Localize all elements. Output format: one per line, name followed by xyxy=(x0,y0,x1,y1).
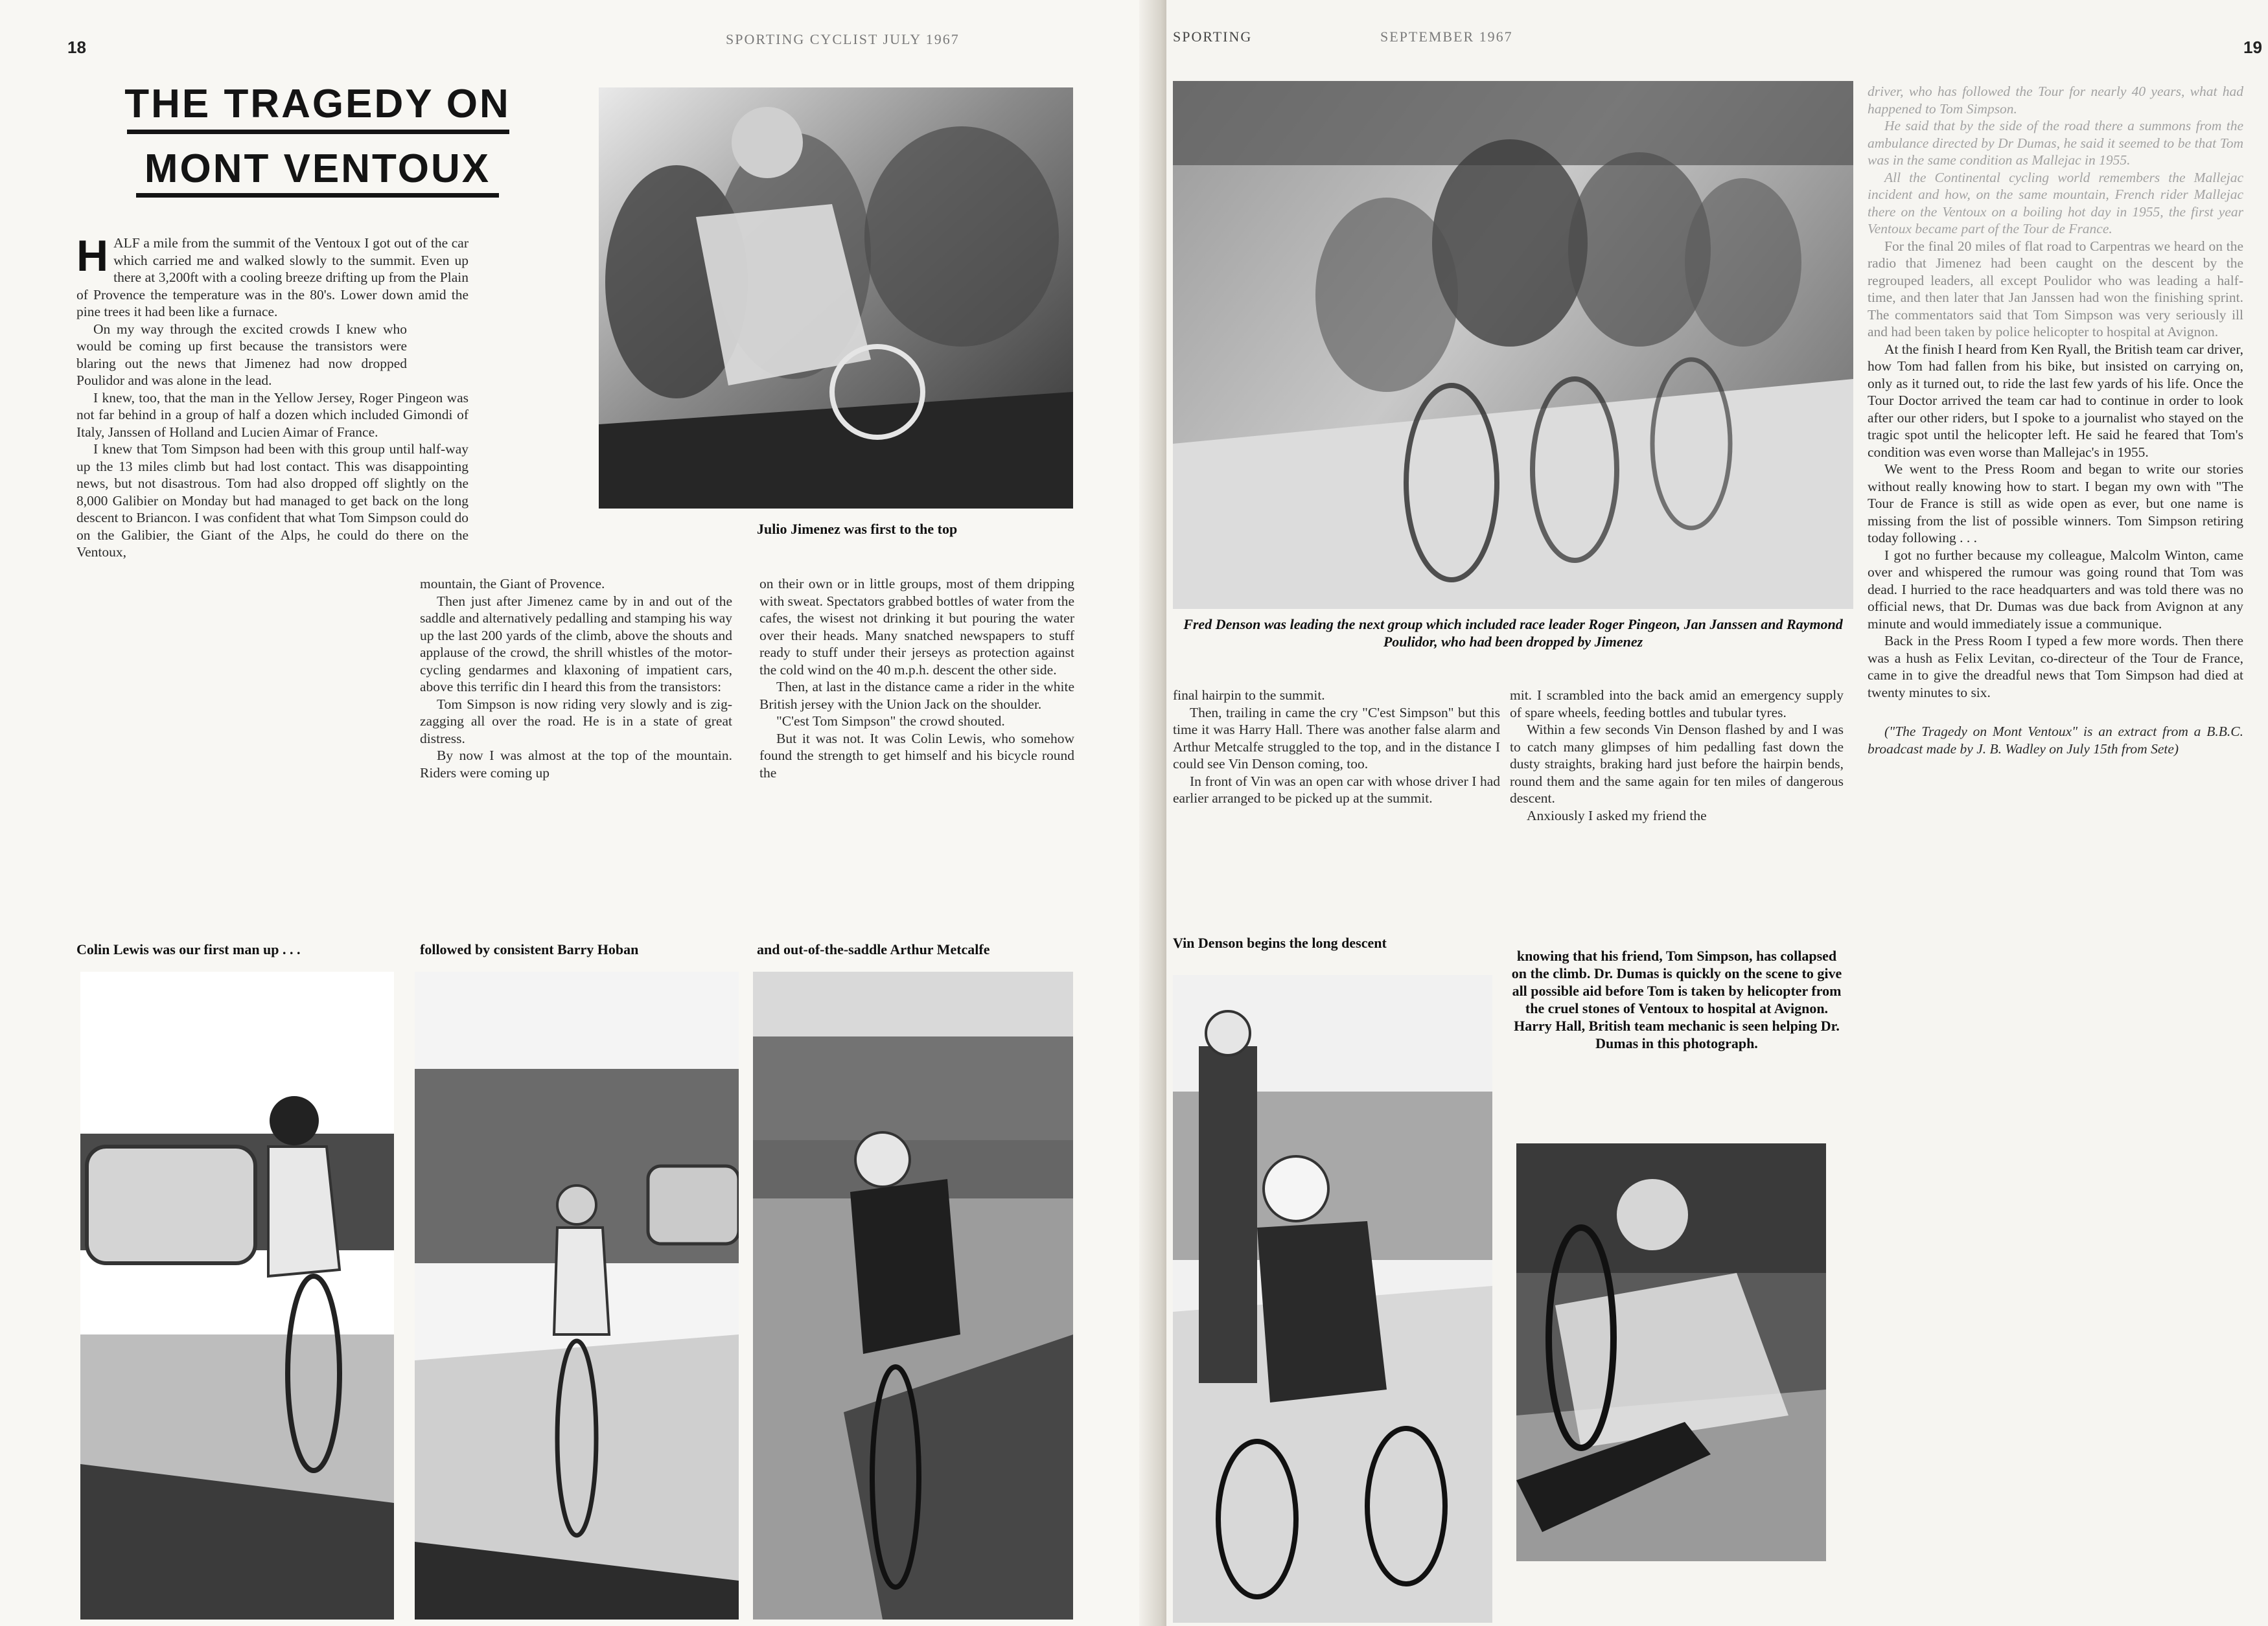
right-page-number: 19 xyxy=(2243,38,2262,57)
article-column-6 xyxy=(1868,83,2243,1553)
article-column-1 xyxy=(76,235,469,934)
paragraph: In front of Vin was an open car with whose driver I had earlier arranged to be picked up at the summit. xyxy=(1173,773,1500,806)
paragraph: I knew that Tom Simpson had been with this group until half-way up the 13 miles climb but had lost contact. This was disappointing news, but not disastrous. Tom had also dropped off slightly on the 8,000 Galibier on Monday but had managed to get back on the long descent to Briancon. I was confident that what Tom Simpson could do on the Galibier, the Giant of the Alps, he could do there on the Ventoux, xyxy=(76,441,469,560)
drop-cap: H xyxy=(76,235,109,281)
headline-rule-lower xyxy=(136,193,499,198)
paragraph: ALF a mile from the summit of the Ventoux I got out of the car which carried me and walked slowly to the summit. Even up there at 3,200ft with a cooling breeze drifting up from the Plain of Provence the temperature was in the 80's. Lower down amid the pine trees it had been like a furnace. xyxy=(76,235,469,319)
rider-climbing-photo-image xyxy=(415,972,739,1620)
paragraph: mit. I scrambled into the back amid an emergency supply of spare wheels, feeding bottles and tubular tyres. xyxy=(1510,687,1844,720)
broadcast-note: ("The Tragedy on Mont Ventoux" is an extract from a B.B.C. broadcast made by J. B. Wadley on July 15th from Sete) xyxy=(1868,724,2243,757)
paragraph: Then, at last in the distance came a rider in the white British jersey with the Union Jack on the shoulder. xyxy=(759,679,1074,712)
caption-pack: Fred Denson was leading the next group which included race leader Roger Pingeon, Jan Janssen and Raymond Poulidor, who had been dropped by Jimenez xyxy=(1183,616,1843,650)
rider-descending-photo-image xyxy=(1173,975,1492,1623)
paragraph: But it was not. It was Colin Lewis, who somehow found the strength to get himself and his bicycle round the xyxy=(759,730,1074,781)
right-running-head-b: SEPTEMBER 1967 xyxy=(1380,29,1513,45)
cyclist-climbing-crowd-photo-image xyxy=(599,87,1073,509)
paragraph: Then, trailing in came the cry "C'est Simpson" but this time it was Harry Hall. There was another false alarm and Arthur Metcalfe struggled to the top, and in the distance I could see Vin Denson coming, too. xyxy=(1173,704,1500,772)
headline xyxy=(123,79,512,194)
jimenez-photo xyxy=(599,87,1073,509)
paragraph: He said that by the side of the road there a summons from the ambulance directed by Dr Dumas, he said it seemed to be that Tom was in the same condition as Mallejac in 1955. xyxy=(1868,118,2243,168)
paragraph: I knew, too, that the man in the Yellow Jersey, Roger Pingeon was not far behind in a group of half a dozen which included Gimondi of Italy, Janssen of Holland and Lucien Aimar of France. xyxy=(76,389,469,440)
paragraph: Anxiously I asked my friend the xyxy=(1527,807,1707,823)
article-column-2 xyxy=(420,575,732,934)
paragraph: "C'est Tom Simpson" the crowd shouted. xyxy=(776,713,1005,729)
right-running-head-a: SPORTING xyxy=(1173,29,1253,45)
paragraph: For the final 20 miles of flat road to Carpentras we heard on the radio that Jimenez had been caught on the descent by the regrouped leaders, all except Poulidor who was leading a half-time, and then later that Jan Janssen had won the finishing sprint. The commentators said that Tom Simpson was very seriously ill and had been taken by police helicopter to hospital at Avignon. xyxy=(1868,238,2243,339)
denson-photo xyxy=(1173,975,1492,1623)
paragraph: mountain, the Giant of Provence. xyxy=(420,576,605,591)
rider-with-car-photo-image xyxy=(80,972,394,1620)
rider-out-of-saddle-photo-image xyxy=(753,972,1073,1620)
paragraph: Back in the Press Room I typed a few more words. Then there was a hush as Felix Levitan, co-directeur of the Tour de France, came in to give the dreadful news that Tom Simpson had died at twenty minutes to six. xyxy=(1868,633,2243,700)
caption-hoban: followed by consistent Barry Hoban xyxy=(420,941,639,957)
caption-dumas: knowing that his friend, Tom Simpson, has collapsed on the climb. Dr. Dumas is quickly on the scene to give all possible aid before Tom is taken by helicopter from the cruel stones of Ventoux to hospital at Avignon. Harry Hall, British team mechanic is seen helping Dr. Dumas in this photograph. xyxy=(1511,948,1842,1051)
paragraph: on their own or in little groups, most of them dripping with sweat. Spectators grabbed bottles of water from the cafes, the wisest not drinking it but pouring the water over their heads. Many snatched newspapers to stuff ready to stuff under their jerseys as protection against the cold wind on the 40 m.p.h. descent the other side. xyxy=(759,576,1074,678)
headline-rule-upper xyxy=(127,130,509,134)
caption-jimenez: Julio Jimenez was first to the top xyxy=(757,521,958,537)
caption-lewis: Colin Lewis was our first man up . . . xyxy=(76,941,301,957)
headline-line-2: MONT VENTOUX xyxy=(144,146,491,191)
article-column-4 xyxy=(1173,687,1500,933)
left-running-head: SPORTING CYCLIST JULY 1967 xyxy=(726,31,960,47)
paragraph: At the finish I heard from Ken Ryall, the British team car driver, how Tom had fallen from his bike, but insisted on carrying on, only as it turned out, to ride the last few yards of his life. Once the Tour Doctor arrived the team car had to continue in order to look after our other riders, but I spoke to a journalist who stayed on the tragic spot until the helicopter left. He said he feared that Tom's condition was even worse than Mallejac's in 1955. xyxy=(1868,341,2243,460)
caption-denson: Vin Denson begins the long descent xyxy=(1173,935,1387,951)
paragraph: final hairpin to the summit. xyxy=(1173,687,1325,703)
article-column-3 xyxy=(759,575,1074,934)
paragraph: I got no further because my colleague, Malcolm Winton, came over and whispered the rumour was going round that Tom was dead. I hurried to the race headquarters and was told there was no official news, that Dr. Dumas was due back from Avignon at any minute and would immediately issue a communique. xyxy=(1868,547,2243,632)
paragraph: All the Continental cycling world remembers the Mallejac incident and how, on the same mountain, French rider Mallejac there on the Ventoux on a boiling hot day in 1955, the first year Ventoux became part of the Tour de France. xyxy=(1868,169,2243,236)
paragraph: By now I was almost at the top of the mountain. Riders were coming up xyxy=(420,748,732,781)
paragraph: Then just after Jimenez came by in and out of the saddle and alternatively pedalling and stamping his way up the last 200 yards of the climb, above the shouts and applause of the crowd, the shrill whistles of the motor-cycling gendarmes and klaxoning of impatient cars, above this terrific din I heard this from the transistors: xyxy=(420,593,732,694)
headline-line-1: THE TRAGEDY ON xyxy=(124,82,511,126)
peloton-motion-photo-image xyxy=(1173,81,1853,609)
paragraph: Within a few seconds Vin Denson flashed by and I was to catch many glimpses of him pedalling fast down the dusty straights, braking hard just before the hairpin bends, round them and the same again for ten miles of dangerous descent. xyxy=(1510,722,1844,806)
simpson-collapse-photo-image xyxy=(1516,1143,1826,1561)
paragraph: On my way through the excited crowds I knew who would be coming up first because the transistors were blaring out the news that Jimenez had now dropped Poulidor and was alone in the lead. xyxy=(76,321,407,388)
article-column-5 xyxy=(1510,687,1844,933)
lewis-photo xyxy=(80,972,394,1620)
right-page xyxy=(1166,0,2268,1626)
paragraph: Tom Simpson is now riding very slowly and is zig-zagging all over the road. He is in a state of great distress. xyxy=(420,696,732,746)
paragraph: driver, who has followed the Tour for nearly 40 years, what had happened to Tom Simpson. xyxy=(1868,84,2243,117)
left-page-number: 18 xyxy=(67,38,86,57)
hoban-photo xyxy=(415,972,739,1620)
paragraph: We went to the Press Room and began to write our stories without really knowing how to start. I began my own with "The Tour de France is still as wide open as ever, but one name is missing from the list of possible winners. Tom Simpson retiring today following . . . xyxy=(1868,461,2243,545)
metcalfe-photo xyxy=(753,972,1073,1620)
pack-photo xyxy=(1173,81,1853,609)
caption-metcalfe: and out-of-the-saddle Arthur Metcalfe xyxy=(757,941,990,957)
dumas-photo xyxy=(1516,1143,1826,1561)
